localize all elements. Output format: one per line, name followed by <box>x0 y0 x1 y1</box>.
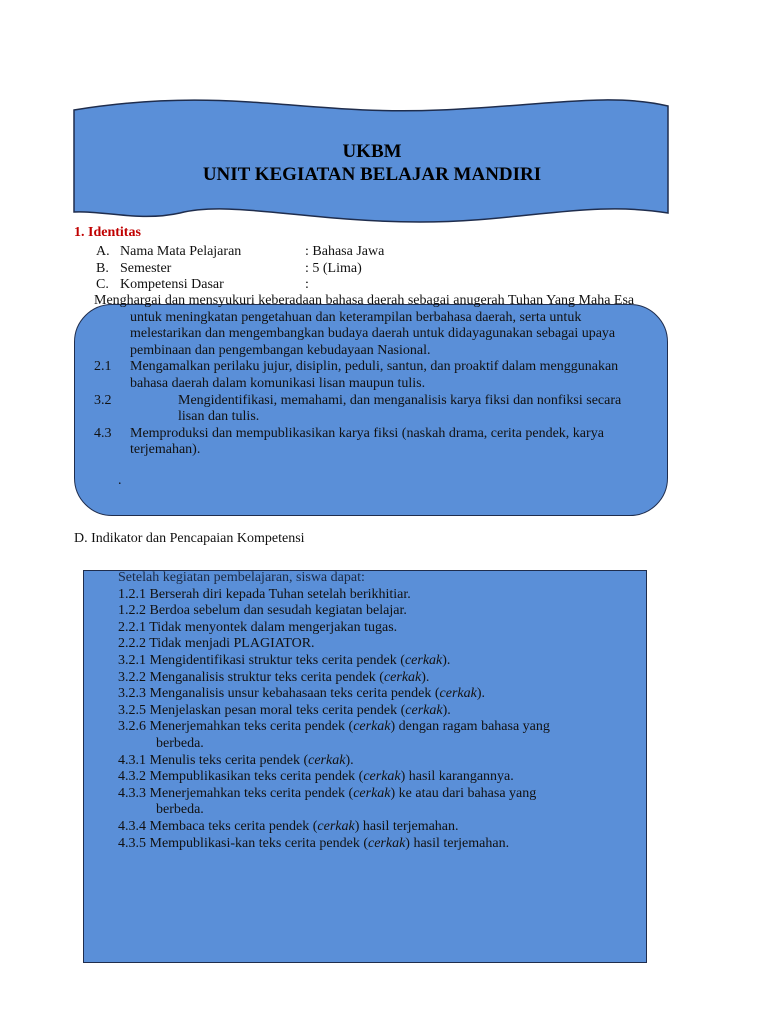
indikator-item-text: Tidak menyontek dalam mengerjakan tugas. <box>149 619 398 635</box>
indikator-item-text: Menulis teks cerita pendek ( <box>149 752 309 768</box>
kompetensi-item-text: Mengamalkan perilaku jujur, disiplin, peduli, santun, dan proaktif dalam menggunakan bahasa daerah dalam komunikasi lisan maupun tulis. <box>130 359 619 391</box>
kompetensi-item-text: Memproduksi dan mempublikasikan karya fiksi (naskah drama, cerita pendek, karya terjemahan). <box>130 425 604 458</box>
indikator-item-term: cerkak <box>353 785 391 801</box>
indikator-item-term: cerkak <box>404 652 443 668</box>
kompetensi-item-number: 2.1 <box>94 359 112 375</box>
indikator-item <box>118 786 628 803</box>
indikator-item-number: 3.2.2 <box>118 669 146 685</box>
indikator-item-text-end: ). <box>345 752 354 768</box>
indikator-item <box>118 587 628 604</box>
indikator-item-number: 2.2.2 <box>118 636 146 652</box>
indikator-item-text-end: ) dengan ragam bahasa yang <box>390 719 550 735</box>
kompetensi-trailing: . <box>118 472 122 488</box>
indikator-item-text-end: ) ke atau dari bahasa yang <box>390 785 537 801</box>
indikator-item <box>118 836 628 853</box>
row-label: Kompetensi Dasar <box>120 277 224 292</box>
indikator-item-text: Berserah diri kepada Tuhan setelah berikhitiar. <box>149 586 411 602</box>
indikator-item-text: Tidak menjadi PLAGIATOR. <box>149 636 315 652</box>
indikator-item-term: cerkak <box>308 752 346 768</box>
identitas-row-a-label <box>96 244 306 260</box>
banner-subtitle: UNIT KEGIATAN BELAJAR MANDIRI <box>202 164 542 185</box>
indikator-item <box>118 769 628 786</box>
indikator-item-text: Menjelaskan pesan moral teks cerita pendek ( <box>149 702 406 718</box>
indikator-item-number: 4.3.3 <box>118 785 146 801</box>
identitas-row-c-value: : <box>305 277 309 292</box>
indikator-list <box>118 570 628 852</box>
indikator-item-text-end: ). <box>421 669 430 685</box>
indikator-item-text: Mempublikasi-kan teks cerita pendek ( <box>149 835 368 851</box>
indikator-item-term: cerkak <box>439 686 477 702</box>
indikator-item-text: Menerjemahkan teks cerita pendek ( <box>149 719 354 735</box>
row-label: Semester <box>120 261 172 276</box>
indikator-item-number: 1.2.2 <box>118 603 146 619</box>
identitas-row-b-label <box>96 261 306 277</box>
indikator-item <box>118 719 628 736</box>
row-label: Nama Mata Pelajaran <box>120 244 242 259</box>
row-letter: A. <box>96 244 110 259</box>
identitas-row-a-value: : Bahasa Jawa <box>305 244 385 259</box>
indikator-item-number: 3.2.5 <box>118 702 146 718</box>
indikator-item-term: cerkak <box>363 769 401 785</box>
indikator-item-continuation: berbeda. <box>156 735 204 751</box>
indikator-item-term: cerkak <box>317 818 355 834</box>
indikator-item-text: Mengidentifikasi struktur teks cerita pendek ( <box>149 652 405 668</box>
kompetensi-item-number: 4.3 <box>94 425 112 441</box>
kompetensi-item <box>94 359 639 392</box>
indikator-item <box>118 703 628 720</box>
indikator-item-text-end: ). <box>442 652 451 668</box>
identitas-heading: 1. Identitas <box>74 225 141 240</box>
indikator-item <box>118 686 628 703</box>
indikator-item-text-end: ) hasil terjemahan. <box>405 835 510 851</box>
kompetensi-item <box>94 393 639 426</box>
indikator-item-term: cerkak <box>353 719 391 735</box>
indikator-item-text: Berdoa sebelum dan sesudah kegiatan belajar. <box>149 603 407 619</box>
indikator-item-text-end: ) hasil karangannya. <box>400 769 514 785</box>
indikator-item-continuation: berbeda. <box>156 802 204 818</box>
indikator-item <box>118 636 628 653</box>
indikator-item-term: cerkak <box>383 669 422 685</box>
kompetensi-item <box>94 426 639 459</box>
indikator-item <box>118 670 628 687</box>
indikator-item <box>118 620 628 637</box>
indikator-item-text: Menerjemahkan teks cerita pendek ( <box>149 785 354 801</box>
indikator-item-text-end: ). <box>476 686 485 702</box>
indikator-item-number: 4.3.4 <box>118 818 146 834</box>
banner-shape <box>0 0 768 230</box>
identitas-row-c-label <box>96 277 306 293</box>
kompetensi-item-number: 3.2 <box>94 392 112 408</box>
indikator-item-number: 3.2.6 <box>118 719 146 735</box>
indikator-item-text: Mempublikasikan teks cerita pendek ( <box>149 769 364 785</box>
indikator-item-number: 1.2.1 <box>118 586 146 602</box>
indikator-item-number: 3.2.3 <box>118 686 146 702</box>
indikator-item-text-end: ). <box>442 702 451 718</box>
indikator-heading: D. Indikator dan Pencapaian Kompetensi <box>74 531 305 546</box>
row-letter: C. <box>96 277 109 292</box>
indikator-item <box>118 653 628 670</box>
identitas-row-b-value: : 5 (Lima) <box>305 261 362 276</box>
banner-title: UKBM <box>342 141 402 162</box>
indikator-item-number: 4.3.2 <box>118 769 146 785</box>
indikator-item <box>118 819 628 836</box>
indikator-item <box>118 753 628 770</box>
kompetensi-item-text: Mengidentifikasi, memahami, dan menganalisis karya fiksi dan nonfiksi secara lisan dan tulis. <box>178 392 622 425</box>
indikator-item-number: 3.2.1 <box>118 652 146 668</box>
indikator-item-number: 2.2.1 <box>118 619 146 635</box>
indikator-item-text: Menganalisis struktur teks cerita pendek ( <box>149 669 384 685</box>
indikator-intro: Setelah kegiatan pembelajaran, siswa dapat: <box>118 570 365 585</box>
kompetensi-lead: Menghargai dan mensyukuri keberadaan bahasa daerah sebagai anugerah Tuhan Yang Maha Esa untuk meningkatan pengetahuan dan keterampilan berbahasa daerah, serta untuk melestarikan dan mengembangkan budaya daerah untuk didayagunakan sebagai upaya pembinaan dan pengembangan kebudayaan Nasional. <box>94 293 635 358</box>
indikator-item-number: 4.3.5 <box>118 835 146 851</box>
kompetensi-text <box>94 293 639 504</box>
indikator-item-text-end: ) hasil terjemahan. <box>354 818 459 834</box>
indikator-item-text: Membaca teks cerita pendek ( <box>149 818 318 834</box>
indikator-item-number: 4.3.1 <box>118 752 146 768</box>
indikator-item-text: Menganalisis unsur kebahasaan teks cerita pendek ( <box>149 686 440 702</box>
indikator-item <box>118 603 628 620</box>
indikator-item-term: cerkak <box>367 835 406 851</box>
indikator-item-term: cerkak <box>405 702 443 718</box>
row-letter: B. <box>96 261 109 276</box>
